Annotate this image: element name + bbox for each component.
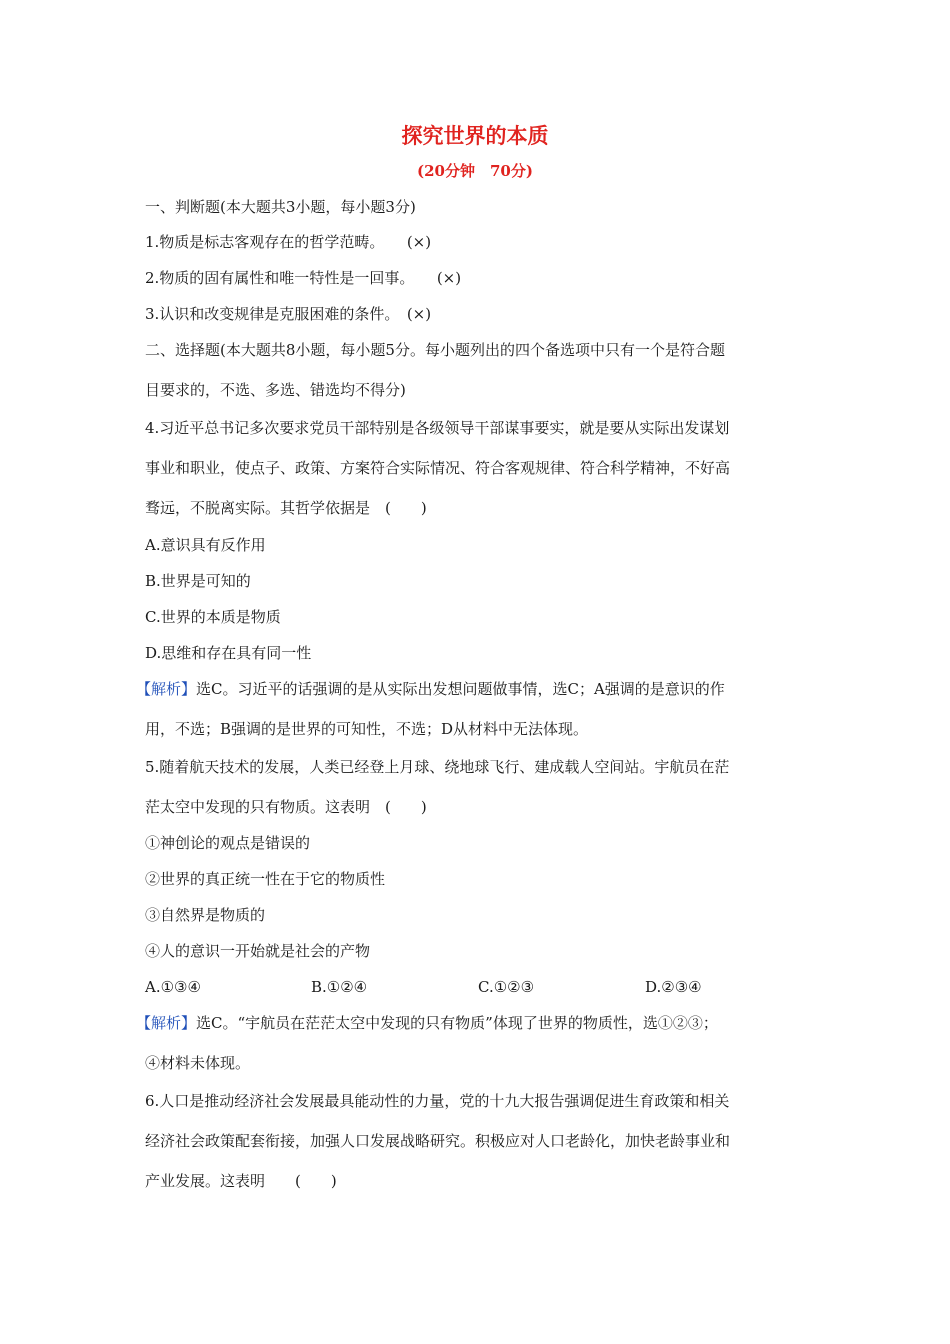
q4-analysis-line1 <box>136 678 806 700</box>
q5-option-d: D.②③④ <box>645 978 702 996</box>
q4-analysis-line2: 用，不选；B强调的是世界的可知性，不选；D从材料中无法体现。 <box>145 720 589 738</box>
page-title: 探究世界的本质 <box>401 123 549 148</box>
q4-option-b: B.世界是可知的 <box>145 572 251 590</box>
q4-option-c: C.世界的本质是物质 <box>145 608 281 626</box>
q4-stem-line3: 骛远，不脱离实际。其哲学依据是 ( ) <box>145 499 427 517</box>
q5-item-2: ②世界的真正统一性在于它的物质性 <box>145 870 386 888</box>
q4-option-a: A.意识具有反作用 <box>145 536 266 554</box>
q4-option-d: D.思维和存在具有同一性 <box>145 644 312 662</box>
section2-header-line2: 目要求的，不选、多选、错选均不得分) <box>145 381 406 399</box>
q6-stem-line3: 产业发展。这表明 ( ) <box>145 1172 337 1190</box>
page-subtitle: (20分钟 70分) <box>417 162 533 180</box>
q4-stem-line2: 事业和职业，使点子、政策、方案符合实际情况、符合客观规律、符合科学精神，不好高 <box>145 459 731 477</box>
section2-header-line1: 二、选择题(本大题共8小题，每小题5分。每小题列出的四个备选项中只有一个是符合题 <box>145 341 725 359</box>
q5-item-1: ①神创论的观点是错误的 <box>145 834 311 852</box>
q5-analysis-label: 【解析】 <box>136 1014 197 1032</box>
q5-analysis-line2: ④材料未体现。 <box>145 1054 251 1072</box>
q5-item-3: ③自然界是物质的 <box>145 906 266 924</box>
q5-stem-line2: 茫太空中发现的只有物质。这表明 ( ) <box>145 798 427 816</box>
section1-header: 一、判断题(本大题共3小题，每小题3分) <box>145 198 416 216</box>
judge-item-1: 1.物质是标志客观存在的哲学范畴。 (×) <box>145 233 432 251</box>
q5-stem-line1: 5.随着航天技术的发展，人类已经登上月球、绕地球飞行、建成载人空间站。宇航员在茫 <box>145 758 730 776</box>
judge-item-3: 3.认识和改变规律是克服困难的条件。 (×) <box>145 305 432 323</box>
q6-stem-line1: 6.人口是推动经济社会发展最具能动性的力量，党的十九大报告强调促进生育政策和相关 <box>145 1092 730 1110</box>
q4-analysis-label: 【解析】 <box>136 680 197 698</box>
judge-item-2: 2.物质的固有属性和唯一特性是一回事。 (×) <box>145 269 462 287</box>
q5-option-c: C.①②③ <box>478 978 535 996</box>
q5-option-a: A.①③④ <box>145 978 201 996</box>
q5-option-b: B.①②④ <box>311 978 368 996</box>
q5-analysis-line1 <box>136 1012 806 1034</box>
q5-item-4: ④人的意识一开始就是社会的产物 <box>145 942 371 960</box>
q6-stem-line2: 经济社会政策配套衔接，加强人口发展战略研究。积极应对人口老龄化，加快老龄事业和 <box>145 1132 731 1150</box>
q4-analysis-text: 选C。习近平的话强调的是从实际出发想问题做事情，选C；A强调的是意识的作 <box>196 680 725 698</box>
q4-stem-line1: 4.习近平总书记多次要求党员干部特别是各级领导干部谋事要实，就是要从实际出发谋划 <box>145 419 730 437</box>
q5-analysis-text: 选C。“宇航员在茫茫太空中发现的只有物质”体现了世界的物质性，选①②③； <box>196 1014 718 1032</box>
